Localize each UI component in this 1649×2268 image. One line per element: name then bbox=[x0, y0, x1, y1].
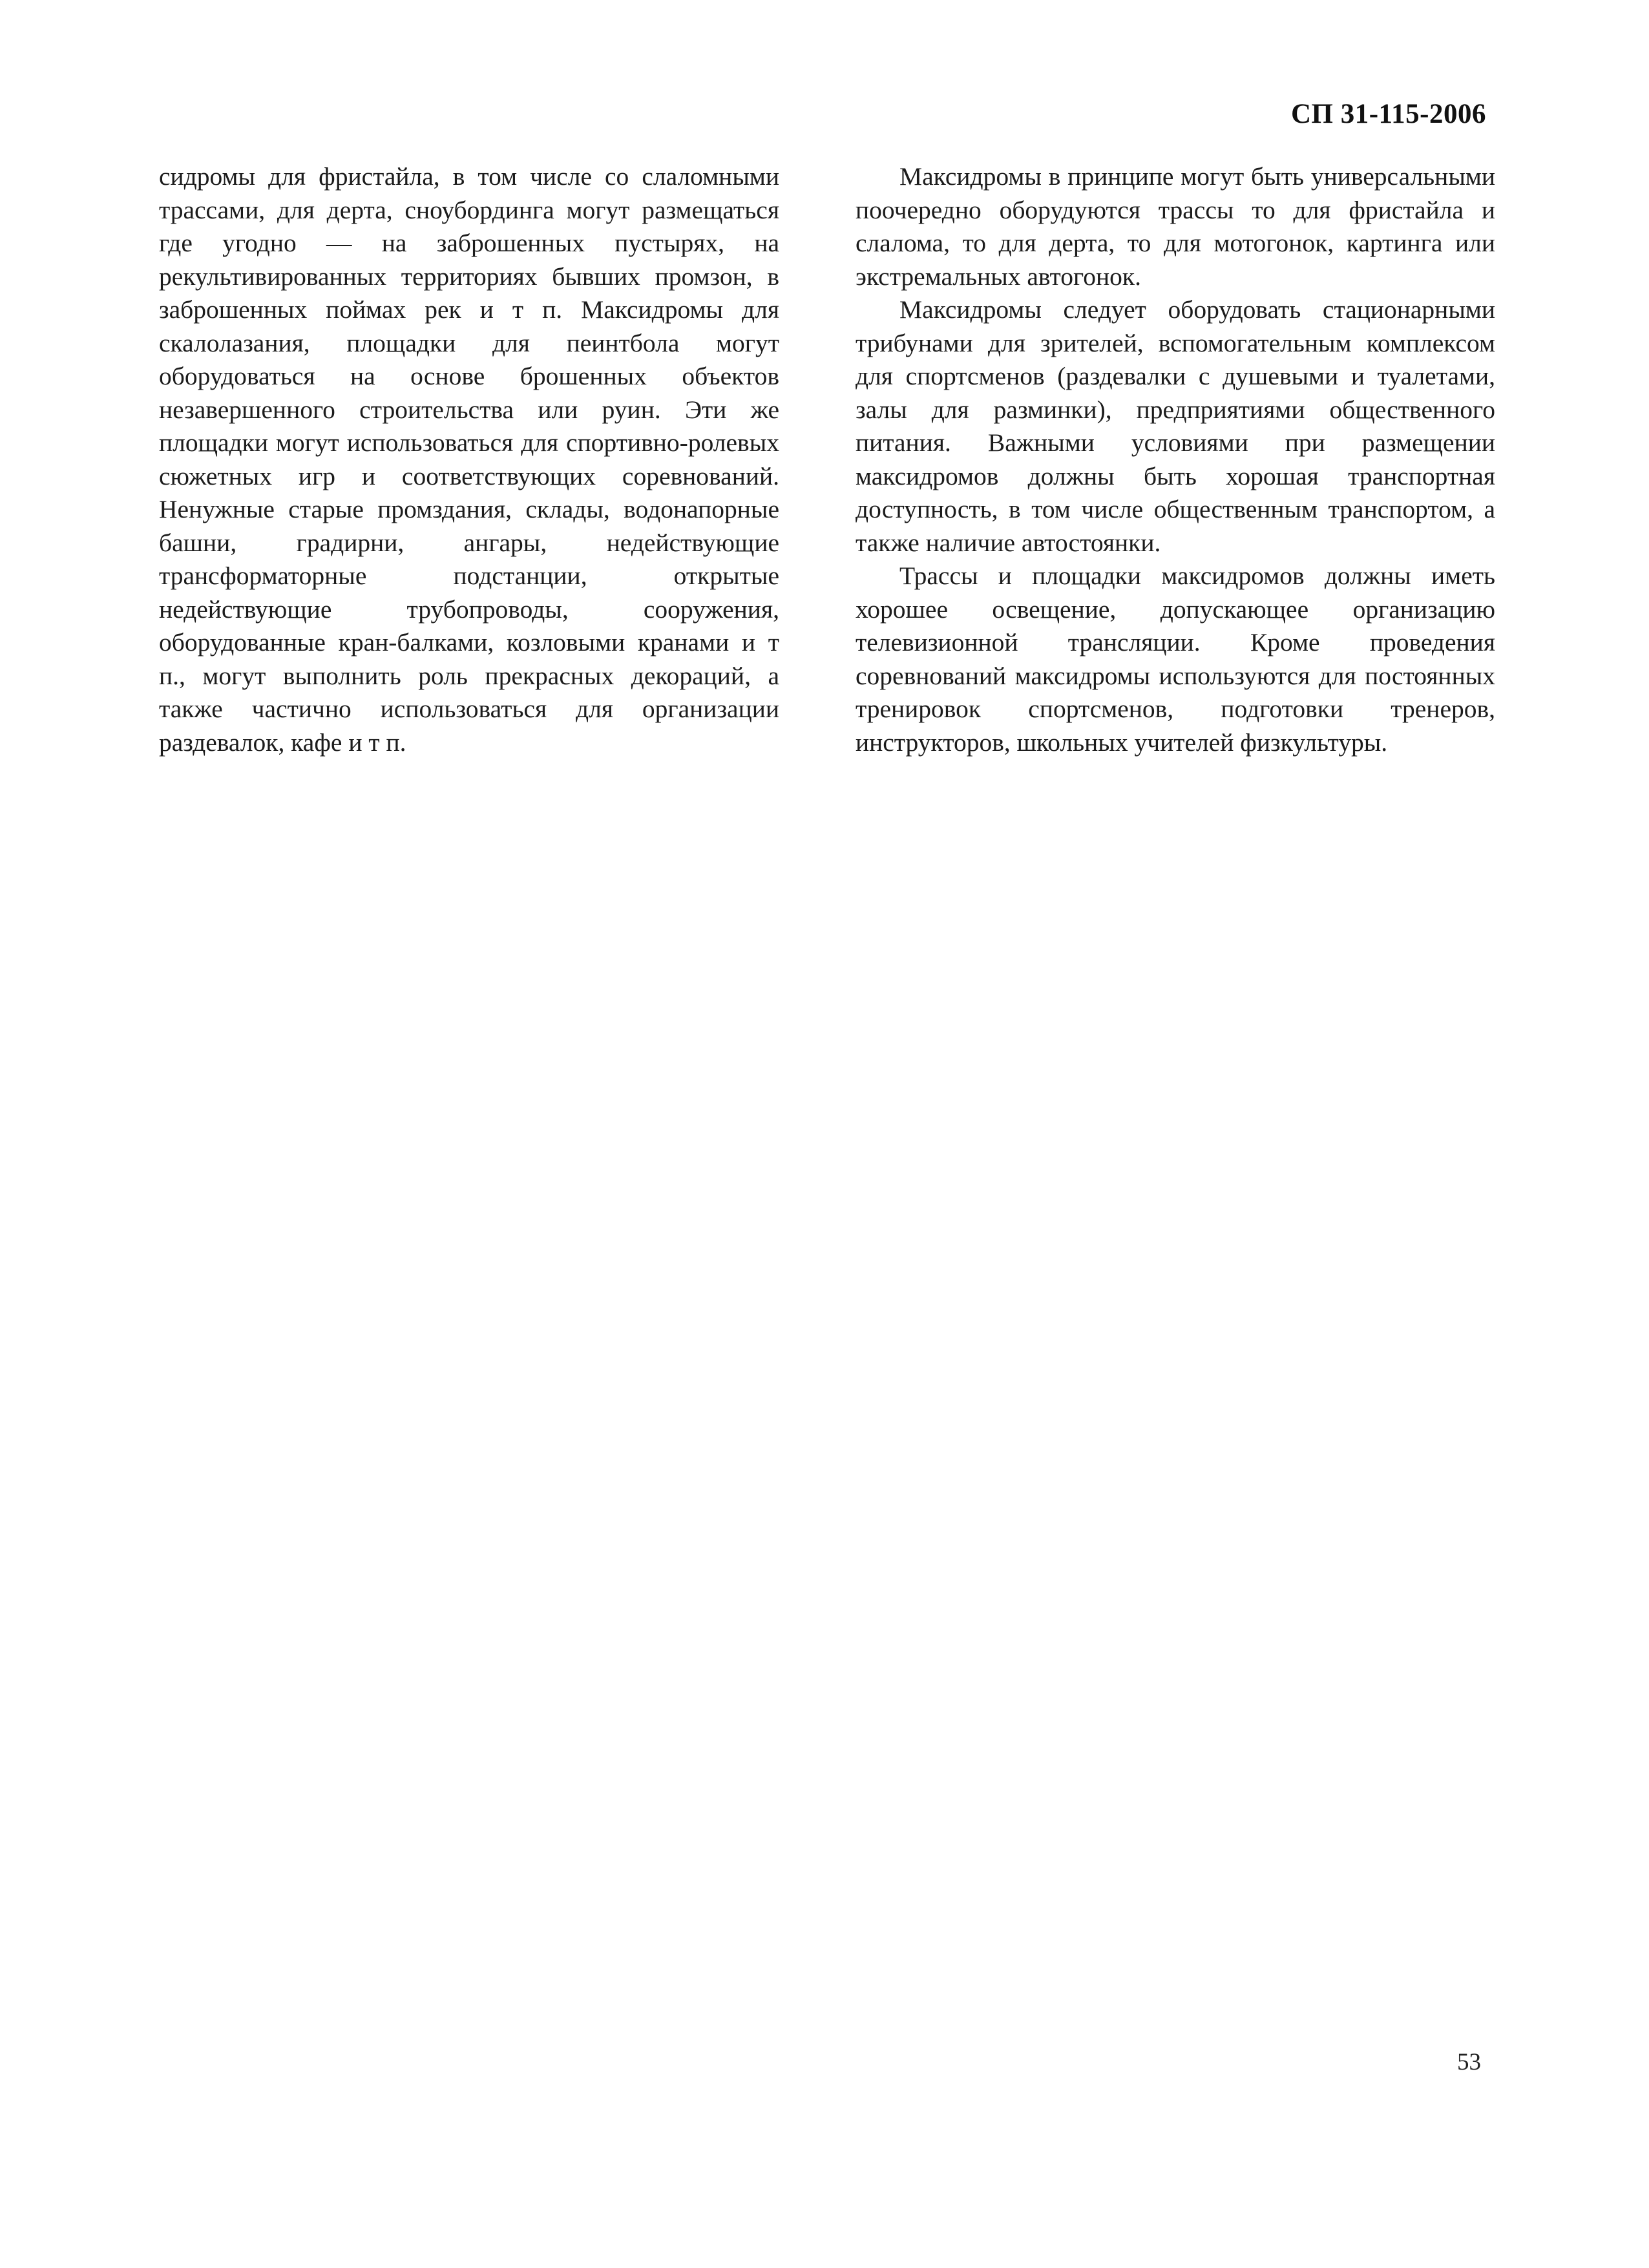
right-paragraph-2: Максидромы следует оборудовать стационарными трибунами для зрителей, вспомогательным комплексом для спортсменов (раздевалки с душевыми и туалетами, залы для разминки), предприятиями общественного питания. Важными условиями при размещении максидромов должны быть хорошая транспортная доступность, в том числе общественным транспортом, а также наличие автостоянки. bbox=[856, 295, 1495, 557]
right-paragraph-3: Трассы и площадки максидромов должны иметь хорошее освещение, допускающее организацию телевизионной трансляции. Кроме проведения соревнований максидромы используются для постоянных тренировок спортсменов, подготовки тренеров, инструкторов, школьных учителей физкультуры. bbox=[856, 562, 1495, 757]
left-paragraph-1: сидромы для фристайла, в том числе со слаломными трассами, для дерта, сноубординга могут размещаться где угодно — на заброшенных пустырях, на рекультивированных территориях бывших промзон, в заброшенных поймах рек и т п. Максидромы для скалолазания, площадки для пеинтбола могут оборудоваться на основе брошенных объектов незавершенного строительства или руин. Эти же площадки могут использоваться для спортивно-ролевых сюжетных игр и соответствующих соревнований. Ненужные старые промздания, склады, водонапорные башни, градирни, ангары, недействующие трансформаторные подстанции, открытые недействующие трубопроводы, сооружения, оборудованные кран-балками, козловыми кранами и т п., могут выполнить роль прекрасных декораций, а также частично использоваться для организации раздевалок, кафе и т п. bbox=[159, 162, 779, 757]
left-text-column bbox=[159, 160, 779, 759]
page-number: 53 bbox=[1457, 2049, 1481, 2075]
document-code-header: СП 31-115-2006 bbox=[1290, 99, 1486, 129]
right-text-column bbox=[856, 160, 1495, 759]
right-paragraph-1: Максидромы в принципе могут быть универсальными поочередно оборудуются трассы то для фристайла и слалома, то для дерта, то для мотогонок, картинга или экстремальных автогонок. bbox=[856, 162, 1495, 291]
